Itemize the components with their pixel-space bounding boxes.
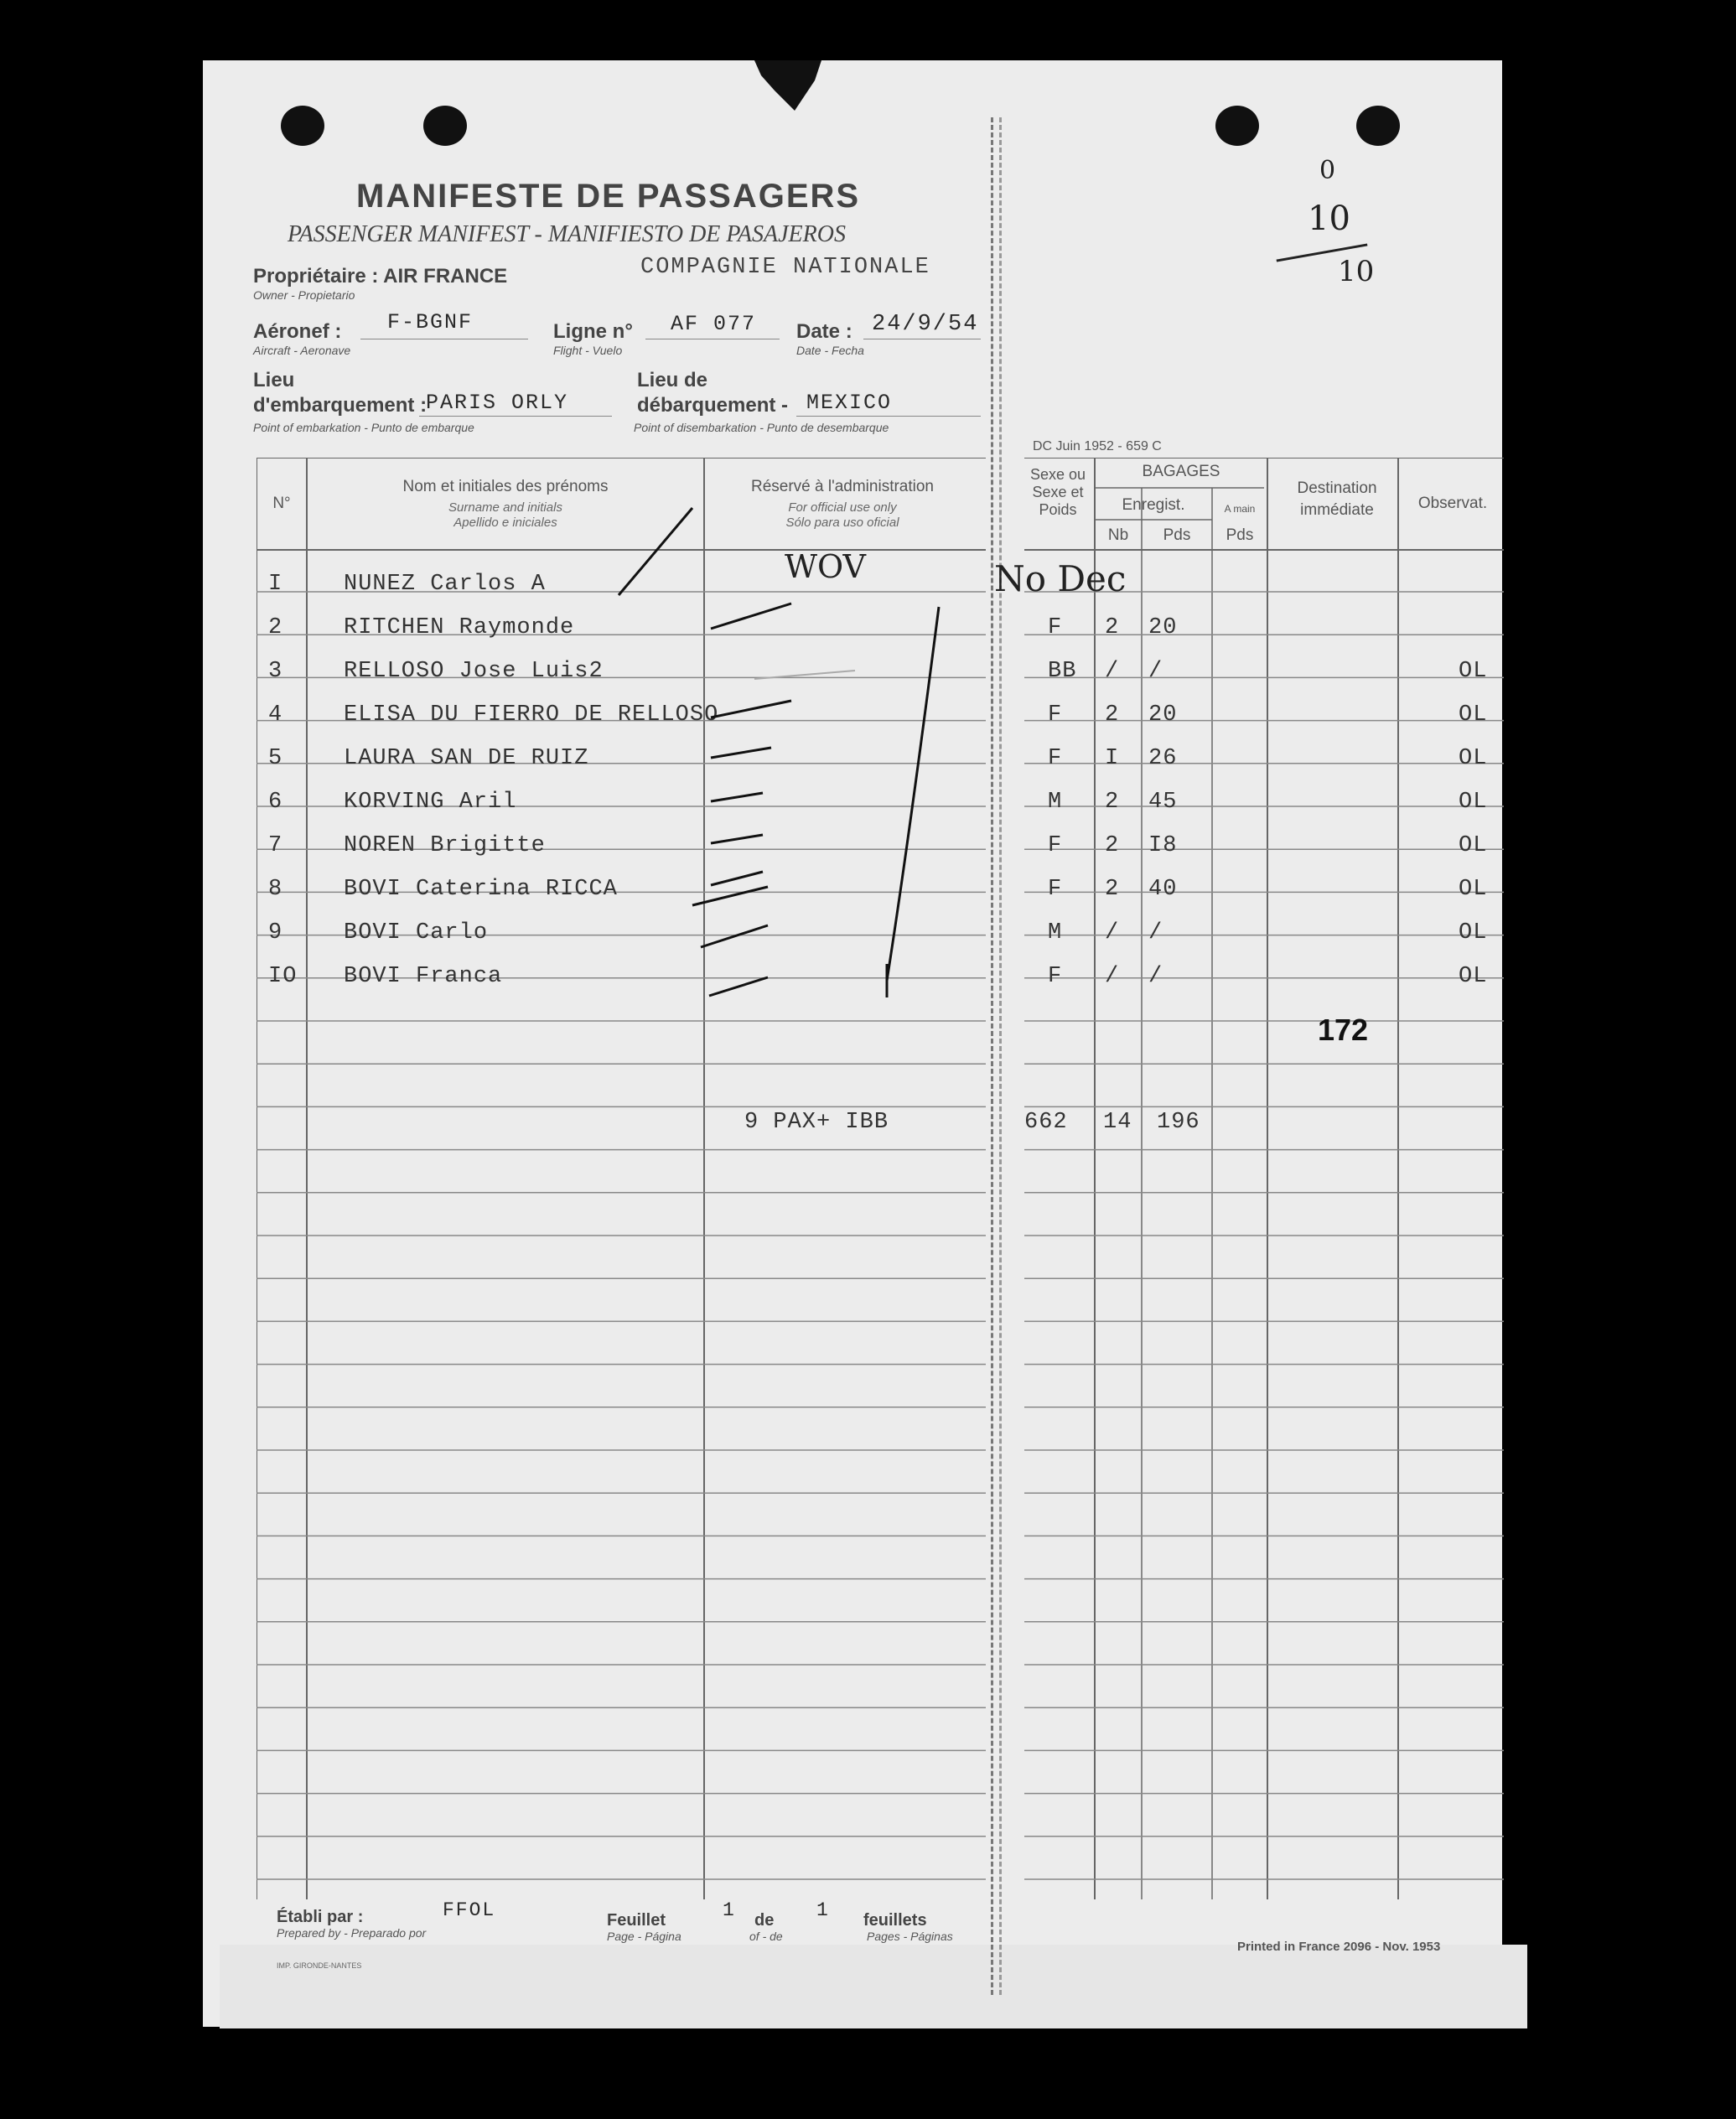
owner-label: Propriétaire : AIR FRANCE bbox=[253, 265, 508, 288]
row-name: ELISA DU FIERRO DE RELLOSO bbox=[344, 702, 719, 728]
row-obs: OL bbox=[1459, 964, 1488, 989]
row-nb: / bbox=[1105, 920, 1120, 946]
imp-mark: IMP. GIRONDE-NANTES bbox=[277, 1961, 362, 1970]
header-baggage: BAGAGES bbox=[1142, 463, 1220, 480]
prepared-sub: Prepared by - Preparado por bbox=[277, 1926, 427, 1940]
row-pds: 20 bbox=[1148, 615, 1178, 640]
row-num: 2 bbox=[268, 615, 283, 640]
row-pds: 40 bbox=[1148, 877, 1178, 902]
disembark-label-1: Lieu de bbox=[637, 369, 708, 391]
row-num: 4 bbox=[268, 702, 283, 728]
totals-nb: 14 bbox=[1103, 1110, 1132, 1135]
handwritten-wov: WOV bbox=[785, 548, 866, 585]
disembark-label-2: débarquement - bbox=[637, 394, 789, 417]
flight-sub: Flight - Vuelo bbox=[553, 344, 623, 357]
totals-sex: 662 bbox=[1024, 1110, 1068, 1135]
row-pds: 20 bbox=[1148, 702, 1178, 728]
sheets-label: feuillets bbox=[863, 1911, 927, 1930]
embark-sub: Point of embarkation - Punto de embarque bbox=[253, 421, 474, 434]
row-nb: 2 bbox=[1105, 615, 1120, 640]
row-obs: OL bbox=[1459, 702, 1488, 728]
row-name: RITCHEN Raymonde bbox=[344, 615, 575, 640]
row-nb: / bbox=[1105, 659, 1120, 684]
row-sex: F bbox=[1048, 964, 1063, 989]
prepared-label: Établi par : bbox=[277, 1908, 364, 1926]
row-obs: OL bbox=[1459, 877, 1488, 902]
row-sex: F bbox=[1048, 833, 1063, 858]
of-sub: of - de bbox=[749, 1930, 783, 1943]
row-nb: 2 bbox=[1105, 702, 1120, 728]
row-obs: OL bbox=[1459, 746, 1488, 771]
total-172-stamp: 172 bbox=[1318, 1013, 1369, 1047]
row-name: NOREN Brigitte bbox=[344, 833, 546, 858]
header-admin-es: Sólo para uso oficial bbox=[785, 516, 899, 530]
flight-label: Ligne n° bbox=[553, 320, 633, 343]
embark-label-1: Lieu bbox=[253, 369, 295, 391]
row-pds: 26 bbox=[1148, 746, 1178, 771]
row-num: I bbox=[268, 572, 283, 597]
row-num: 3 bbox=[268, 659, 283, 684]
company-name: COMPAGNIE NATIONALE bbox=[640, 255, 930, 280]
header-registered: Enregist. bbox=[1122, 496, 1185, 514]
printer-mark: Printed in France 2096 - Nov. 1953 bbox=[1237, 1940, 1441, 1954]
row-num: IO bbox=[268, 964, 298, 989]
sheet-sub: Page - Página bbox=[607, 1930, 681, 1943]
handwritten-10-top: 10 bbox=[1308, 199, 1350, 238]
handwritten-no-dec: No Dec bbox=[994, 558, 1127, 599]
title-fr: MANIFESTE DE PASSAGERS bbox=[356, 178, 861, 215]
handwritten-10-bottom: 10 bbox=[1338, 255, 1375, 288]
row-name: BOVI Franca bbox=[344, 964, 503, 989]
row-pds: I8 bbox=[1148, 833, 1178, 858]
row-pds: / bbox=[1148, 964, 1163, 989]
handwritten-0: 0 bbox=[1319, 156, 1336, 185]
row-sex: F bbox=[1048, 877, 1063, 902]
row-name: NUNEZ Carlos A bbox=[344, 572, 546, 597]
aircraft-sub: Aircraft - Aeronave bbox=[253, 344, 351, 357]
row-obs: OL bbox=[1459, 833, 1488, 858]
row-nb: 2 bbox=[1105, 877, 1120, 902]
date-sub: Date - Fecha bbox=[796, 344, 864, 357]
row-obs: OL bbox=[1459, 790, 1488, 815]
row-sex: M bbox=[1048, 790, 1063, 815]
row-name: BOVI Caterina RICCA bbox=[344, 877, 618, 902]
date-label: Date : bbox=[796, 320, 852, 343]
row-nb: 2 bbox=[1105, 833, 1120, 858]
row-sex: M bbox=[1048, 920, 1063, 946]
row-sex: F bbox=[1048, 746, 1063, 771]
row-name: LAURA SAN DE RUIZ bbox=[344, 746, 589, 771]
row-pds: / bbox=[1148, 659, 1163, 684]
row-num: 7 bbox=[268, 833, 283, 858]
header-destination: Destination immédiate bbox=[1297, 479, 1377, 519]
row-obs: OL bbox=[1459, 659, 1488, 684]
prepared-value: FFOL bbox=[443, 1899, 496, 1921]
row-name: RELLOSO Jose Luis2 bbox=[344, 659, 604, 684]
header-admin: Réservé à l'administration bbox=[751, 478, 934, 495]
row-num: 8 bbox=[268, 877, 283, 902]
of-value: 1 bbox=[816, 1899, 830, 1921]
header-name-es: Apellido e iniciales bbox=[453, 516, 557, 530]
header-sex: Sexe ou Sexe et Poids bbox=[1029, 466, 1086, 518]
header-hand: A main bbox=[1224, 503, 1256, 515]
row-nb: / bbox=[1105, 964, 1120, 989]
owner-sub: Owner - Propietario bbox=[253, 288, 355, 302]
row-nb: I bbox=[1105, 746, 1120, 771]
disembark-sub: Point of disembarkation - Punto de desembarque bbox=[634, 421, 889, 434]
embark-label-2: d'embarquement : bbox=[253, 394, 428, 417]
title-en-es: PASSENGER MANIFEST - MANIFIESTO DE PASAJEROS bbox=[288, 221, 846, 247]
sheet-label: Feuillet bbox=[607, 1911, 666, 1930]
header-num: N° bbox=[272, 495, 291, 512]
aircraft-label: Aéronef : bbox=[253, 320, 342, 343]
date-value: 24/9/54 bbox=[872, 312, 979, 337]
totals-pds: 196 bbox=[1157, 1110, 1200, 1135]
header-nb: Nb bbox=[1107, 526, 1129, 544]
row-name: BOVI Carlo bbox=[344, 920, 489, 946]
header-pds: Pds bbox=[1163, 526, 1191, 544]
row-nb: 2 bbox=[1105, 790, 1120, 815]
row-num: 9 bbox=[268, 920, 283, 946]
header-name-en: Surname and initials bbox=[448, 500, 562, 515]
form-code: DC Juin 1952 - 659 C bbox=[1033, 439, 1162, 453]
row-sex: BB bbox=[1048, 659, 1077, 684]
totals-label: 9 PAX+ IBB bbox=[744, 1110, 889, 1135]
of-label: de bbox=[754, 1911, 775, 1930]
sheet-value: 1 bbox=[723, 1899, 736, 1921]
row-name: KORVING Aril bbox=[344, 790, 517, 815]
header-hand-pds: Pds bbox=[1226, 526, 1254, 544]
row-pds: / bbox=[1148, 920, 1163, 946]
aircraft-value: F-BGNF bbox=[387, 310, 474, 334]
header-observ: Observat. bbox=[1417, 495, 1488, 512]
row-pds: 45 bbox=[1148, 790, 1178, 815]
flight-value: AF 077 bbox=[671, 312, 757, 336]
row-num: 5 bbox=[268, 746, 283, 771]
disembark-value: MEXICO bbox=[806, 391, 893, 415]
row-obs: OL bbox=[1459, 920, 1488, 946]
row-num: 6 bbox=[268, 790, 283, 815]
header-name: Nom et initiales des prénoms bbox=[402, 478, 609, 495]
sheets-sub: Pages - Páginas bbox=[867, 1930, 953, 1943]
row-sex: F bbox=[1048, 615, 1063, 640]
row-sex: F bbox=[1048, 702, 1063, 728]
header-admin-en: For official use only bbox=[788, 500, 897, 515]
embark-value: PARIS ORLY bbox=[426, 391, 569, 415]
